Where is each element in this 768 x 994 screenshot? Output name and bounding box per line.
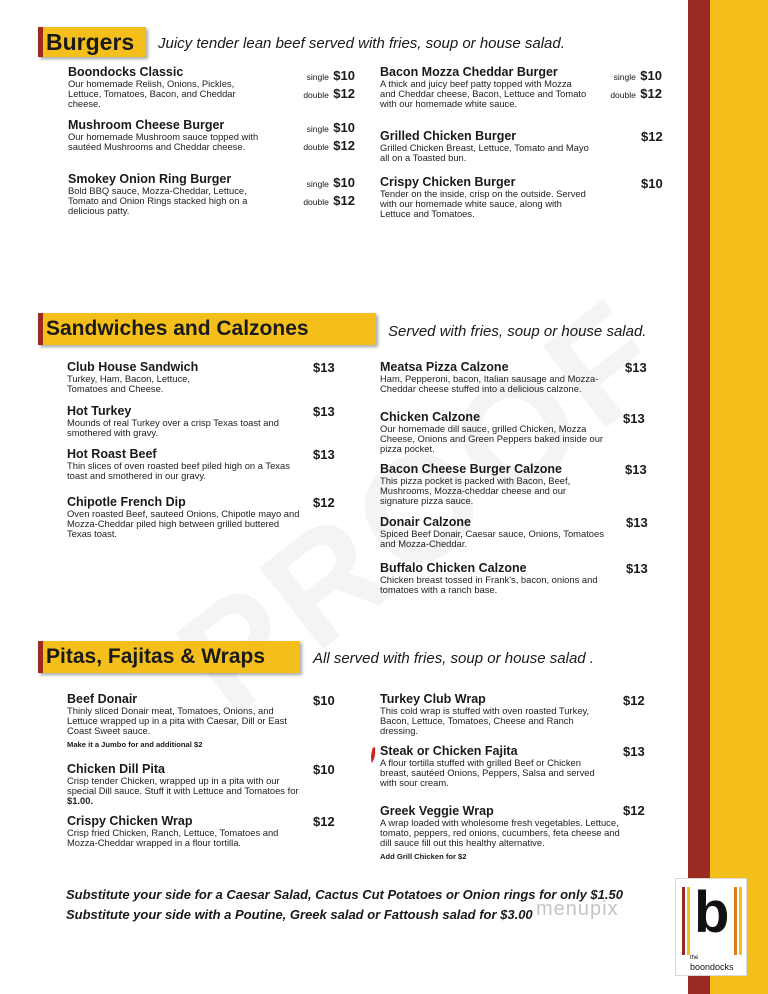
pitas-tagline: All served with fries, soup or house salad . [313, 650, 594, 667]
double-price: $12 [640, 86, 662, 101]
item-price: $12 [313, 495, 335, 510]
double-label: double [610, 90, 636, 100]
item-price: $13 [623, 744, 645, 759]
item-description: A flour tortilla stuffed with grilled Beef or Chicken breast, sautéed Onions, Peppers, Salsa and served with sour cream. [380, 757, 595, 789]
double-label: double [303, 197, 329, 207]
item-price: $10 [641, 176, 663, 191]
item-name: Hot Turkey [67, 404, 132, 418]
item-prices [300, 174, 355, 210]
double-price: $12 [333, 193, 355, 208]
item-price: $13 [625, 462, 647, 477]
item-note: Make it a Jumbo for and additional $2 [67, 739, 203, 749]
single-label: single [613, 72, 636, 82]
menu-item [67, 361, 297, 394]
item-description: Turkey, Ham, Bacon, Lettuce, Tomatoes and Cheese. [67, 373, 190, 395]
item-price: $10 [313, 693, 335, 708]
menu-item [68, 119, 268, 152]
item-name: Hot Roast Beef [67, 447, 157, 461]
item-description: Thinly sliced Donair meat, Tomatoes, Onions, and Lettuce wrapped up in a pita with Caesar, Dill or East Coast Sweet sauce. [67, 705, 287, 737]
item-description: Our homemade dill sauce, grilled Chicken, Mozza Cheese, Onions and Green Peppers baked inside our pizza pocket. [380, 423, 604, 455]
menu-item [380, 411, 605, 455]
item-name: Club House Sandwich [67, 360, 199, 374]
item-description: Bold BBQ sauce, Mozza-Cheddar, Lettuce, Tomato and Onion Rings stacked high on a delicious patty. [68, 185, 248, 217]
menupix-watermark: menupix [536, 898, 619, 920]
item-name: Greek Veggie Wrap [380, 804, 494, 818]
item-price: $10 [313, 762, 335, 777]
item-description [67, 776, 302, 807]
menu-item [67, 496, 302, 540]
item-description: Thin slices of oven roasted beef piled high on a Texas toast and smothered in our gravy. [67, 460, 290, 482]
item-price: $13 [313, 404, 335, 419]
item-price: $13 [313, 360, 335, 375]
item-description: Chicken breast tossed in Frank's, bacon, onions and tomatoes with a ranch base. [380, 574, 598, 596]
banner-accent [38, 313, 43, 345]
banner-accent [38, 27, 43, 57]
double-price: $12 [333, 138, 355, 153]
item-name: Turkey Club Wrap [380, 692, 486, 706]
item-name: Boondocks Classic [68, 65, 184, 79]
item-description: A wrap loaded with wholesome fresh vegetables. Lettuce, tomato, peppers, red onions, cucumbers, feta cheese and dill sauce fill out this healthy alternative. [380, 817, 620, 849]
menu-item [380, 66, 590, 110]
item-name: Mushroom Cheese Burger [68, 118, 225, 132]
item-description: Crisp fried Chicken, Ranch, Lettuce, Tomatoes and Mozza-Cheddar wrapped in a flour tortilla. [67, 827, 279, 849]
single-price: $10 [333, 68, 355, 83]
logo-bar-red [682, 887, 685, 955]
side-substitution-line-2: Substitute your side with a Poutine, Greek salad or Fattoush salad for $3.00 [66, 907, 533, 922]
single-price: $10 [333, 120, 355, 135]
item-name: Chipotle French Dip [67, 495, 186, 509]
item-price: $12 [623, 693, 645, 708]
banner-accent [38, 641, 43, 673]
item-description: Ham, Pepperoni, bacon, Italian sausage and Mozza-Cheddar cheese stuffed into a delicious calzone. [380, 373, 599, 395]
item-description-text: Crisp tender Chicken, wrapped up in a pita with our special Dill sauce. Stuff it with Lettuce and Tomatoes for [67, 775, 299, 797]
item-name: Grilled Chicken Burger [380, 129, 517, 143]
menu-item [380, 516, 615, 549]
item-description: Grilled Chicken Breast, Lettuce, Tomato and Mayo all on a Toasted bun. [380, 142, 589, 164]
menu-item [67, 448, 302, 481]
item-name: Buffalo Chicken Calzone [380, 561, 527, 575]
menu-item [67, 693, 307, 750]
item-price: $12 [313, 814, 335, 829]
item-description: This cold wrap is stuffed with oven roasted Turkey, Bacon, Lettuce, Tomatoes, Cheese and Ranch dressing. [380, 705, 590, 737]
logo-bar-orange [734, 887, 737, 955]
item-description: Oven roasted Beef, sauteed Onions, Chipotle mayo and Mozza-Cheddar piled high between grilled buttered Texas toast. [67, 508, 300, 540]
item-name: Donair Calzone [380, 515, 471, 529]
item-name: Steak or Chicken Fajita [380, 744, 518, 758]
spicy-pepper-icon [369, 746, 377, 764]
single-label: single [306, 72, 329, 82]
menu-item [380, 176, 590, 220]
menu-item [380, 693, 610, 737]
menu-item [67, 763, 302, 807]
item-name: Chicken Calzone [380, 410, 481, 424]
item-price: $13 [313, 447, 335, 462]
item-name: Bacon Cheese Burger Calzone [380, 462, 562, 476]
item-price: $13 [626, 561, 648, 576]
item-name: Bacon Mozza Cheddar Burger [380, 65, 558, 79]
item-price: $13 [623, 411, 645, 426]
item-name: Meatsa Pizza Calzone [380, 360, 509, 374]
red-side-stripe [688, 0, 710, 994]
side-substitution-line-1: Substitute your side for a Caesar Salad, Cactus Cut Potatoes or Onion rings for only $1.50 [66, 887, 623, 902]
single-label: single [306, 124, 329, 134]
menu-item [67, 405, 297, 438]
item-description: Our homemade Mushroom sauce topped with sautéed Mushrooms and Cheddar cheese. [68, 131, 259, 153]
single-price: $10 [333, 175, 355, 190]
sandwiches-banner [38, 313, 376, 345]
menu-item [380, 130, 590, 163]
item-price: $13 [626, 515, 648, 530]
boondocks-logo [675, 878, 747, 976]
item-description: Our homemade Relish, Onions, Pickles, Lettuce, Tomatoes, Bacon, and Cheddar cheese. [68, 78, 236, 110]
item-name: Smokey Onion Ring Burger [68, 172, 232, 186]
menu-item [67, 815, 297, 848]
pitas-title: Pitas, Fajitas & Wraps [46, 645, 266, 668]
menu-item [380, 463, 605, 507]
item-name: Beef Donair [67, 692, 138, 706]
menu-item [380, 361, 600, 394]
logo-bar-yellow-right [739, 887, 742, 955]
item-name: Chicken Dill Pita [67, 762, 165, 776]
double-label: double [303, 90, 329, 100]
item-name: Crispy Chicken Burger [380, 175, 516, 189]
logo-bar-yellow [687, 887, 690, 955]
single-price: $10 [640, 68, 662, 83]
pitas-banner [38, 641, 300, 673]
logo-small-text: the [690, 955, 699, 961]
item-prices [300, 67, 355, 103]
menu-item [68, 173, 268, 217]
logo-letter: b [694, 880, 730, 945]
item-description: Tender on the inside, crisp on the outside. Served with our homemade white sauce, along with Lettuce and Tomatoes. [380, 188, 586, 220]
sandwiches-title: Sandwiches and Calzones [46, 317, 309, 340]
burgers-banner [38, 27, 146, 57]
item-price: $13 [625, 360, 647, 375]
item-description: Mounds of real Turkey over a crisp Texas toast and smothered with gravy. [67, 417, 279, 439]
menu-item [68, 66, 268, 110]
item-note: Add Grill Chicken for $2 [380, 851, 467, 861]
double-price: $12 [333, 86, 355, 101]
menu-item [380, 562, 610, 595]
item-description: This pizza pocket is packed with Bacon, Beef, Mushrooms, Mozza-cheddar cheese and our signature pizza sauce. [380, 475, 571, 507]
burgers-tagline: Juicy tender lean beef served with fries, soup or house salad. [158, 35, 565, 52]
item-description: A thick and juicy beef patty topped with Mozza and Cheddar cheese, Bacon, Lettuce and Tomato with our homemade white sauce. [380, 78, 587, 110]
item-prices [607, 67, 662, 103]
item-prices [300, 119, 355, 155]
sandwiches-tagline: Served with fries, soup or house salad. [388, 323, 647, 340]
item-name: Crispy Chicken Wrap [67, 814, 193, 828]
logo-name: boondocks [690, 962, 734, 972]
yellow-side-stripe [710, 0, 768, 994]
menu-item [380, 745, 610, 789]
single-label: single [306, 179, 329, 189]
item-price: $12 [623, 803, 645, 818]
item-description: Spiced Beef Donair, Caesar sauce, Onions, Tomatoes and Mozza-Cheddar. [380, 528, 604, 550]
double-label: double [303, 142, 329, 152]
item-description-price: $1.00. [67, 795, 94, 807]
item-price: $12 [641, 129, 663, 144]
menu-item [380, 805, 630, 862]
burgers-title: Burgers [46, 29, 135, 55]
